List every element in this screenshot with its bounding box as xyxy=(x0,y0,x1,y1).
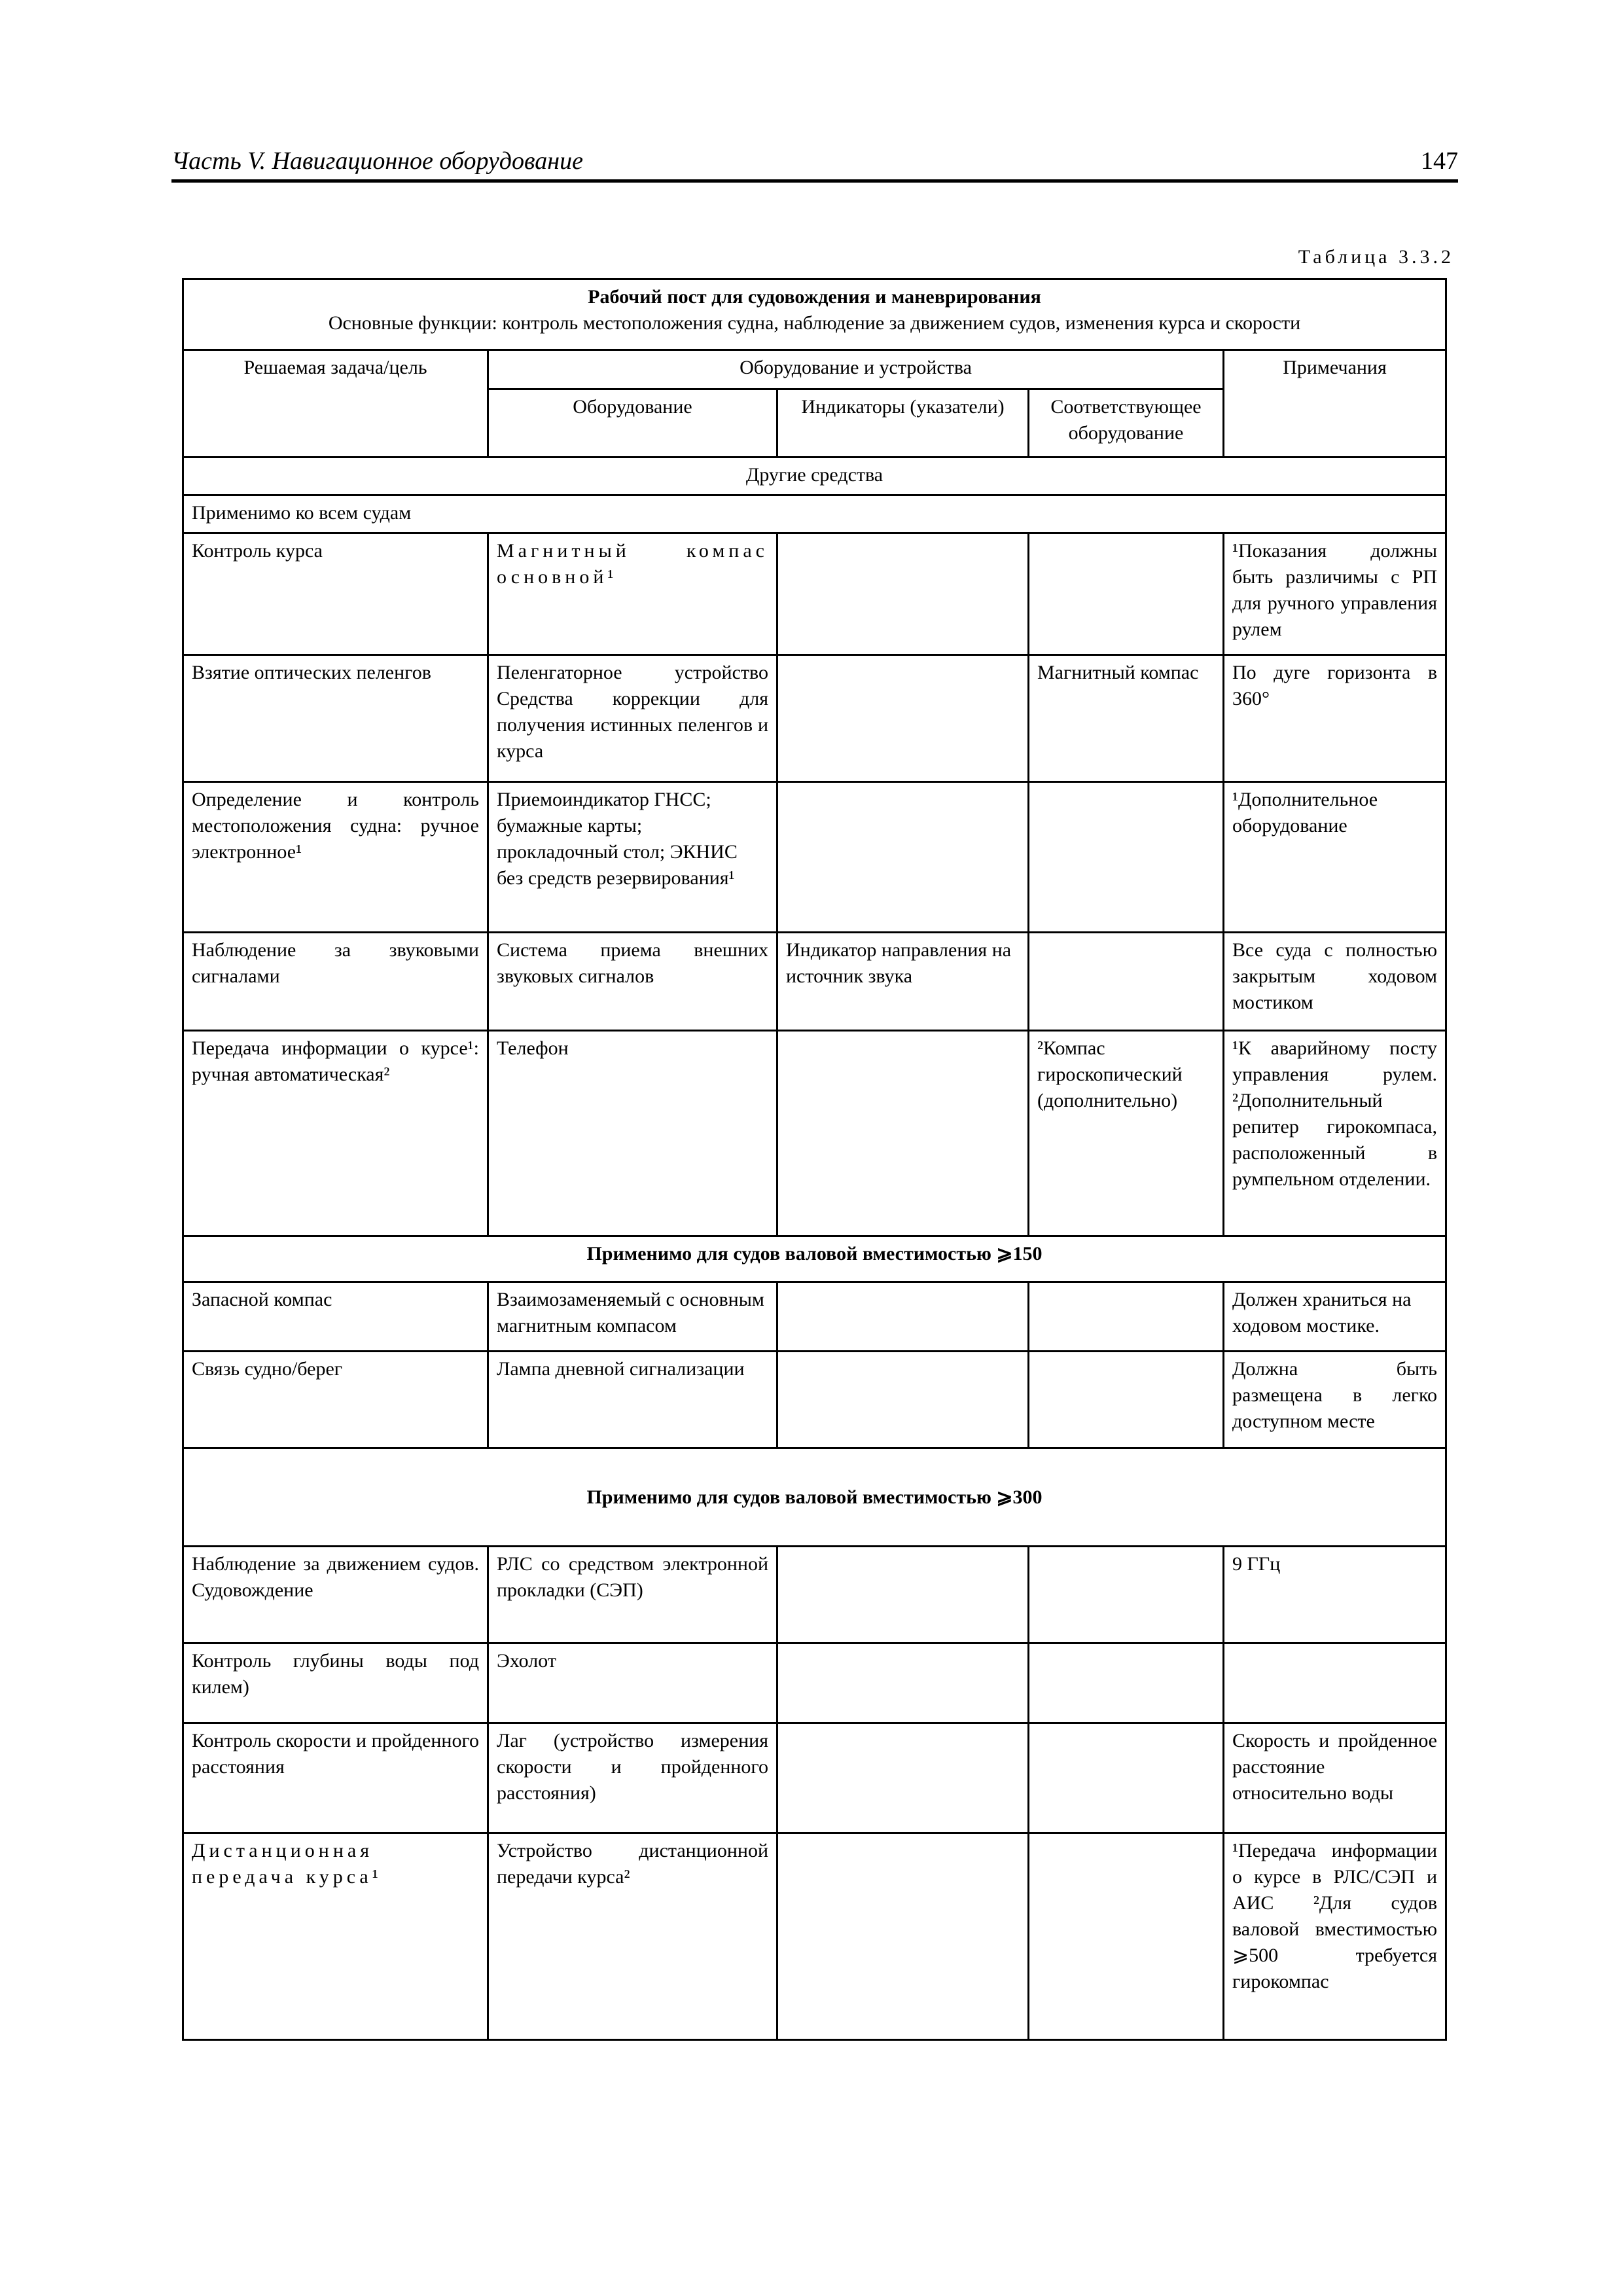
cell-notes: Все суда с полностью закрытым ходовом мостиком xyxy=(1224,933,1446,1031)
cell-notes xyxy=(1224,1643,1446,1723)
cell-equipment: Лампа дневной сигнализации xyxy=(488,1352,777,1448)
page-number: 147 xyxy=(1421,147,1458,175)
cell-indicators xyxy=(777,533,1029,655)
caption-subtitle: Основные функции: контроль местоположения судна, наблюдение за движением судов, изменения курса и скорости xyxy=(328,312,1301,334)
cell-indicators xyxy=(777,655,1029,782)
cell-indicators xyxy=(777,1547,1029,1643)
table-row xyxy=(183,533,1446,655)
section-row xyxy=(183,1236,1446,1282)
cell-indicators xyxy=(777,1723,1029,1833)
cell-corresponding xyxy=(1029,533,1224,655)
section-row xyxy=(183,457,1446,495)
cell-indicators xyxy=(777,1282,1029,1352)
header-title: Часть V. Навигационное оборудование xyxy=(171,147,583,175)
cell-task: Контроль курса xyxy=(183,533,488,655)
cell-indicators xyxy=(777,1643,1029,1723)
requirements-table xyxy=(182,278,1447,2041)
cell-indicators xyxy=(777,782,1029,933)
cell-equipment: Приемоиндикатор ГНСС; бумажные карты; прокладочный стол; ЭКНИС без средств резервирования¹ xyxy=(488,782,777,933)
cell-corresponding xyxy=(1029,1833,1224,2040)
cell-notes: По дуге горизонта в 360° xyxy=(1224,655,1446,782)
cell-notes: ¹Дополнительное оборудование xyxy=(1224,782,1446,933)
section-gt300: Применимо для судов валовой вместимостью ⩾300 xyxy=(183,1448,1446,1547)
cell-task: Определение и контроль местоположения судна: ручное электронное¹ xyxy=(183,782,488,933)
cell-equipment: Взаимозаменяемый с основным магнитным компасом xyxy=(488,1282,777,1352)
col-header-equipment-group: Оборудование и устройства xyxy=(488,350,1224,389)
cell-notes: 9 ГГц xyxy=(1224,1547,1446,1643)
col-header-task: Решаемая задача/цель xyxy=(183,350,488,457)
cell-task: Запасной компас xyxy=(183,1282,488,1352)
cell-task: Дистанционная передача курса¹ xyxy=(183,1833,488,2040)
table-row xyxy=(183,1352,1446,1448)
cell-notes: ¹К аварийному посту управления рулем. ²Дополнительный репитер гирокомпаса, расположенный в румпельном отделении. xyxy=(1224,1031,1446,1236)
cell-task: Связь судно/берег xyxy=(183,1352,488,1448)
table-caption-row xyxy=(183,279,1446,350)
cell-equipment: Телефон xyxy=(488,1031,777,1236)
cell-corresponding xyxy=(1029,1352,1224,1448)
table-caption xyxy=(183,279,1446,350)
cell-notes: Скорость и пройденное расстояние относительно воды xyxy=(1224,1723,1446,1833)
cell-corresponding xyxy=(1029,933,1224,1031)
table-row xyxy=(183,1643,1446,1723)
cell-task: Наблюдение за движением судов. Судовождение xyxy=(183,1547,488,1643)
cell-equipment: Система приема внешних звуковых сигналов xyxy=(488,933,777,1031)
cell-equipment: Эхолот xyxy=(488,1643,777,1723)
table-row xyxy=(183,933,1446,1031)
section-row xyxy=(183,1448,1446,1547)
cell-task: Передача информации о курсе¹: ручная автоматическая² xyxy=(183,1031,488,1236)
section-row xyxy=(183,495,1446,533)
cell-equipment: РЛС со средством электронной прокладки (СЭП) xyxy=(488,1547,777,1643)
cell-corresponding xyxy=(1029,1723,1224,1833)
caption-title: Рабочий пост для судовождения и маневрирования xyxy=(588,286,1041,308)
cell-task: Наблюдение за звуковыми сигналами xyxy=(183,933,488,1031)
cell-corresponding xyxy=(1029,1643,1224,1723)
section-all-ships: Применимо ко всем судам xyxy=(183,495,1446,533)
col-header-notes: Примечания xyxy=(1224,350,1446,457)
cell-task: Взятие оптических пеленгов xyxy=(183,655,488,782)
cell-indicators xyxy=(777,1031,1029,1236)
cell-equipment: Устройство дистанционной передачи курса² xyxy=(488,1833,777,2040)
cell-corresponding: ²Компас гироскопический (дополнительно) xyxy=(1029,1031,1224,1236)
table-row xyxy=(183,655,1446,782)
cell-equipment: Пеленгаторное устройство Средства коррекции для получения истинных пеленгов и курса xyxy=(488,655,777,782)
table-row xyxy=(183,1833,1446,2040)
table-row xyxy=(183,1723,1446,1833)
cell-equipment: Магнитный компас основной¹ xyxy=(488,533,777,655)
cell-indicators xyxy=(777,1352,1029,1448)
col-header-equipment: Оборудование xyxy=(488,389,777,457)
section-gt150: Применимо для судов валовой вместимостью ⩾150 xyxy=(183,1236,1446,1282)
cell-notes: ¹Показания должны быть различимы с РП для ручного управления рулем xyxy=(1224,533,1446,655)
cell-notes: Должна быть размещена в легко доступном месте xyxy=(1224,1352,1446,1448)
cell-corresponding xyxy=(1029,1282,1224,1352)
col-header-indicators: Индикаторы (указатели) xyxy=(777,389,1029,457)
cell-equipment: Лаг (устройство измерения скорости и пройденного расстояния) xyxy=(488,1723,777,1833)
table-row xyxy=(183,782,1446,933)
cell-indicators: Индикатор направления на источник звука xyxy=(777,933,1029,1031)
cell-corresponding: Магнитный компас xyxy=(1029,655,1224,782)
table-label: Таблица 3.3.2 xyxy=(1298,246,1454,268)
cell-corresponding xyxy=(1029,782,1224,933)
cell-notes: Должен храниться на ходовом мостике. xyxy=(1224,1282,1446,1352)
section-other: Другие средства xyxy=(183,457,1446,495)
cell-task: Контроль скорости и пройденного расстояния xyxy=(183,1723,488,1833)
cell-task: Контроль глубины воды под килем) xyxy=(183,1643,488,1723)
table-row xyxy=(183,1282,1446,1352)
cell-corresponding xyxy=(1029,1547,1224,1643)
table-row xyxy=(183,1547,1446,1643)
cell-indicators xyxy=(777,1833,1029,2040)
column-header-row xyxy=(183,350,1446,389)
cell-notes: ¹Передача информации о курсе в РЛС/СЭП и АИС ²Для судов валовой вместимостью ⩾500 требуется гирокомпас xyxy=(1224,1833,1446,2040)
page-header xyxy=(171,145,1458,183)
table-row xyxy=(183,1031,1446,1236)
col-header-corresponding: Соответствующее оборудование xyxy=(1029,389,1224,457)
